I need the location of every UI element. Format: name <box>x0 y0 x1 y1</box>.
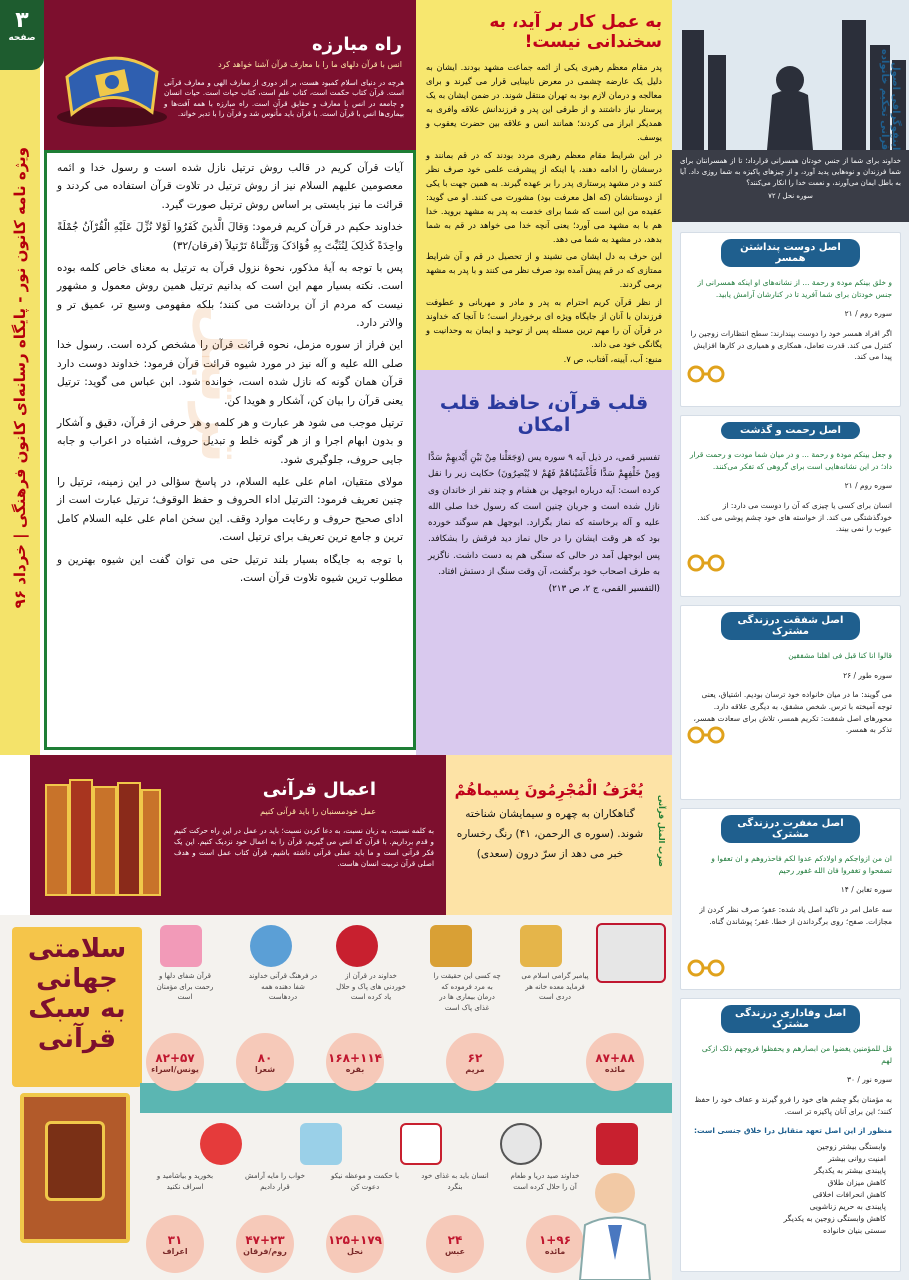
proverb-text: گناهکاران به چهره و سیمایشان شناخته شوند. (سوره ی الرحمن، ۴۱) رنگ رخساره خبر می دهد از سرّ درون (سعدی) <box>456 808 644 860</box>
stat-top-3-num: ۱۶۸+۱۱۴ <box>328 1050 382 1065</box>
doctor-icon <box>250 925 292 967</box>
mobareze-subtitle: انس با قرآن دلهای ما را با معارف قرآن آشنا خواهد کرد <box>218 60 402 69</box>
principle-5-points: به مؤمنان بگو چشم های خود را فرو گیرند و عفاف خود را حفظ کنند؛ این برای آنان پاکیزه تر است. <box>694 1094 892 1116</box>
amaal-title: اعمال قرآنی <box>262 779 376 800</box>
mobareze-box <box>44 0 416 150</box>
caption-top-3: خداوند در قرآن از خوردنی های پاک و حلال یاد کرده است <box>336 972 406 1001</box>
quran-book-illustration <box>52 22 172 132</box>
stat-top-3 <box>326 1033 384 1091</box>
principle-1-verse: و خلق بینکم مودة و رحمة ... از نشانه‌های او اینکه همسرانی از جنس خودتان برای شما آفرید تا در کنارشان آرامش یابید. <box>697 278 892 299</box>
tartil-paragraph-6: مولای متقیان، امام علی علیه السلام، در پاسخ سؤالی در این زمینه، ترتیل را چنین تعریف فرمود: الترتیل اداء الحروف و حفظ الوقوف؛ ترتیل عبارت است از ادای صحیح حروف و رعایت موارد وقف. این سخن امام علی علیه السلام کامل ترین و جامع ترین تعریف برای ترتیل است. <box>57 476 403 544</box>
health-title <box>12 927 142 1087</box>
stat-bottom-5-num: ۳۱ <box>167 1232 183 1247</box>
stat-top-2-label: مریم <box>465 1064 485 1074</box>
family-heading: اینفوگرافی اصول قرآنی تحکیم خانواده <box>879 48 901 150</box>
stat-top-3-label: بقره <box>345 1064 365 1074</box>
tartil-paragraph-3: پس با توجه به آیهٔ مذکور، نحوهٔ نزول قرآن به ترتیل به معنای خاص کلمه بوده است. نکته بسیار مهم این است که بدانیم ترتیل همین روش معمول و مشهور نیست که مردم از آن برداشت می کنند؛ بلکه مفهومی وسیع تر، عمیق تر و والاتر دارد. <box>57 261 403 329</box>
qalb-article <box>416 370 672 755</box>
list-item: کاهش انحرافات اخلاقی <box>812 1189 886 1199</box>
principle-4-verse: ان من ازواجکم و اولادکم عدوا لکم فاحذروهم و ان تعفوا و تصفحوا و تغفروا فان الله غفور رحیم <box>711 854 892 875</box>
caption-top-4: در فرهنگ قرآنی خداوند شفا دهنده همه دردهاست <box>248 972 318 1001</box>
list-item: کاهش میزان طلاق <box>827 1177 886 1187</box>
heart-rate-icon <box>200 1123 242 1165</box>
stat-bottom-5-label: اعراف <box>162 1246 188 1256</box>
health-title-text: سلامتی جهانی به سبک قرآنی <box>27 934 127 1054</box>
qalb-source: (التفسیر القمی، ج ۲، ص ۲۱۳) <box>548 584 660 595</box>
principle-3-points: می گویند: ما در میان خانواده خود ترسان بودیم. اشتیاق، یعنی توجه آمیخته با ترس. شخص مشفق، به دیگری علاقه دارد. محورهای اصل شفقت: تکریم همسر، تلاش برای سعادت همسر، تذکر به همسر. <box>693 690 892 735</box>
fidelity-list-title: منظور از این اصل تعهد متقابل درا خلاق جنسی است: <box>694 1126 892 1136</box>
qalb-text: تفسیر قمی، در ذیل آیه ۹ سوره یس (وَجَعَلْنا مِنْ بَیْنِ أَیْدیهِمْ سَدًّا وَمِنْ خَلْفِهِمْ سَدًّا فَأَغْشَیْناهُمْ فَهُمْ لا یُبْصِرُونَ) حکایت زیر را نقل کرده است: آیه درباره ابوجهل بن هشام و چند نفر از خاندان وی نازل شده است و جریان چنین است که رسول خدا صلی الله علیه و آله برخاسته که نماز بگزارد. ابوجهل هم سوگند خورده بود که هر وقت ایشان را در حال نماز دید فرقش را بشکافد. پس ابوجهل آمد در حالی که سنگی هم به دست داشت. ناگزیر به طرف اصحاب خود برگشت، آن وقت سنگ از دستش افتاد. <box>428 453 660 577</box>
stat-top-5-num: ۸۲+۵۷ <box>155 1050 195 1065</box>
principle-1-title: اصل دوست پنداشتن همسر <box>721 239 860 267</box>
principle-card-1 <box>680 232 901 407</box>
tartil-paragraph-1: آیات قرآن کریم در قالب روش ترتیل نازل شده است و رسول خدا و ائمه معصومین علیهم السلام نیز از روش ترتیل در تلاوت قرآن استفاده می کردند و قرائت ما نیز بایستی بر اساس روش ترتیل صورت گیرد. <box>57 162 403 211</box>
mobareze-text: هرچه در دنیای اسلام کمبود هست، بر اثر دوری از معارف الهی و معارف قرآنی است. قرآن کتاب حکمت است، کتاب علم است، کتاب حیات است. حیات انسان و جامعه در انس با معارف و حقایق قرآن است. راه مبارزه با همه آفت‌ها و بیماری‌ها انس با قرآن است. با قرآن باید مأنوس شد و قرآن را با تدبر خواند. <box>164 78 404 119</box>
first-aid-kit-icon <box>596 1123 638 1165</box>
amaal-subtitle: عمل خودمسنبان را باید قرآنی کنیم <box>260 807 376 816</box>
amal-source: منبع: آب، آیینه، آفتاب، ص ۷. <box>563 353 662 364</box>
qalb-title: قلب قرآن، حافظ قلب امکان <box>439 392 649 436</box>
principle-4-points: سه عامل امر در تاکید اصل یاد شده: عفو؛ صرف نظر کردن از مجازات. صفح؛ روی برگرداندن از خطا. غفر؛ پوشاندن گناه. <box>699 904 892 926</box>
family-intro-ref: سوره نحل / ۷۲ <box>768 191 813 200</box>
fidelity-list <box>681 1141 900 1237</box>
principle-5-title: اصل وفاداری درزندگی مشترک <box>721 1005 860 1033</box>
honey-jar-icon <box>430 925 472 967</box>
stat-top-4-num: ۸۰ <box>257 1050 273 1065</box>
stat-bottom-4-label: روم/فرقان <box>243 1246 287 1256</box>
proverb-tag: ضرب المثل قرآنی <box>657 795 666 867</box>
list-item: کاهش وابستگی زوجین به یکدیگر <box>783 1213 886 1223</box>
stat-top-5 <box>146 1033 204 1091</box>
principle-3-ref: سوره طور / ۲۶ <box>843 670 892 680</box>
principle-1-points: اگر افراد همسر خود را دوست بپندارند: سطح انتظارات زوجین را کنترل می کند. قدرت تعامل، همکاری و همیاری در کارها افزایش پیدا می کند. <box>690 328 892 362</box>
stat-top-1-label: مائده <box>604 1064 626 1074</box>
stat-top-5-label: یونس/اسراء <box>151 1064 199 1074</box>
principle-1-ref: سوره روم / ۲۱ <box>844 309 892 319</box>
proverb-box <box>446 755 672 915</box>
tartil-article <box>44 150 416 750</box>
mushaf-illustration <box>20 1093 130 1243</box>
caption-top-2: چه کسی این حقیقت را به مرد فرموده که درمان بیماری ها در غذای پاک است <box>433 972 501 1012</box>
amal-paragraph-2: در این شرایط مقام معظم رهبری مردد بودند که در قم بمانند و درسشان را ادامه دهند، یا اینکه از پیشرفت علمی خود صرف نظر کنند و در مشهد پرستاری پدر را بر عهده گیرند. به همین جهت با یکی از دوستانشان (که اهل معرفت بود) مشورت می کنند. او می گوید: عقیده من این است که شما برای خدمت به پدر به مشهد بروید. خدا هم با به مشهد می آورد؛ یعنی آنچه خدا می خواهد در قم به شما بدهد، در مشهد به شما می دهد. <box>426 149 662 245</box>
food-basket-icon <box>520 925 562 967</box>
principle-2-ref: سوره روم / ۲۱ <box>844 481 892 491</box>
stat-bottom-4 <box>236 1215 294 1273</box>
principle-card-4 <box>680 808 901 990</box>
books-illustration <box>36 765 166 905</box>
page-number-badge <box>0 0 44 70</box>
principle-5-ref: سوره نور / ۳۰ <box>846 1075 892 1085</box>
principle-5-verse: قل للمؤمنین یغضوا من ابصارهم و یحفظوا فروجهم ذلک ازکی لهم <box>701 1044 892 1065</box>
list-item: امنیت روانی بیشتر <box>828 1153 886 1163</box>
caption-bottom-4: خواب را مایه آرامش قرار دادیم <box>244 1172 305 1191</box>
medicine-bottle-icon <box>160 925 202 967</box>
health-band <box>140 1083 672 1113</box>
amal-paragraph-3: این حرف به دل ایشان می نشیند و از تحصیل در قم و آن شرایط ممتازی که در قم پیش آمده بود صرف نظر می کنند و با پدر به مشهد برمی گردند. <box>426 251 662 290</box>
tartil-watermark: ترتیل <box>187 303 257 464</box>
glasses-icon <box>687 726 725 744</box>
family-header <box>672 0 909 150</box>
principle-3-verse: قالوا انا کنا قبل فی اهلنا مشفقین <box>788 651 892 660</box>
stat-bottom-2-num: ۲۴ <box>447 1232 463 1247</box>
amaal-box <box>30 755 446 915</box>
stat-bottom-4-num: ۴۷+۲۳ <box>245 1232 285 1247</box>
syringe-icon <box>300 1123 342 1165</box>
list-item: پایبندی به حریم زناشویی <box>809 1201 886 1211</box>
principle-card-2 <box>680 415 901 597</box>
principle-2-verse: و جعل بینکم مودة و رحمة ... و در میان شما مودت و رحمت قرار داد؛ در این نشانه‌هایی است برای گروهی که تفکر می‌کنند. <box>689 450 892 471</box>
glasses-icon <box>687 365 725 383</box>
stat-top-4-label: شعرا <box>254 1064 276 1074</box>
tartil-paragraph-7: با توجه به جایگاه بسیار بلند ترتیل حتی می توان گفت این شیوه بهترین و مطلوب ترین شیوه تلاوت قرآن است. <box>57 553 403 584</box>
principle-card-5 <box>680 998 901 1272</box>
principle-4-ref: سوره تغابن / ۱۴ <box>840 885 892 895</box>
stat-bottom-3-num: ۱۲۵+۱۷۹ <box>328 1232 382 1247</box>
mobareze-title: راه مبارزه <box>311 34 402 55</box>
stat-top-2-num: ۶۲ <box>467 1050 483 1065</box>
list-item: سستی بنیان خانواده <box>823 1225 886 1235</box>
list-item: وابستگی بیشتر زوجین <box>816 1141 886 1151</box>
caption-top-1: پیامبر گرامی اسلام می فرماید معده خانه هر دردی است <box>521 972 589 1001</box>
stat-bottom-3-label: نحل <box>347 1246 363 1256</box>
stat-bottom-2 <box>426 1215 484 1273</box>
family-infographic <box>672 0 909 1280</box>
page-label: صفحه <box>8 33 36 43</box>
tartil-paragraph-5: ترتیل موجب می شود هر عبارت و هر کلمه و هر حرفی از قرآن، دقیق و آشکار و بدون ابهام اجرا و از هر گونه خلط و تبدیل حروف، اشتباه در اعراب و جابه جایی حروف، جلوگیری شود. <box>57 416 403 466</box>
stat-bottom-1-label: مائده <box>544 1246 566 1256</box>
left-strip-text: ویژه نامه کانون نور - پایگاه رسانه‌ای کانون فرهنگی | خرداد ۹۶ <box>11 146 29 609</box>
glasses-icon <box>687 554 725 572</box>
stat-top-2 <box>446 1033 504 1091</box>
principle-3-title: اصل شفقت درزندگی مشترک <box>721 612 860 640</box>
stat-bottom-5 <box>146 1215 204 1273</box>
caption-bottom-5: بخورید و بیاشامید و اسراف نکنید <box>156 1172 214 1191</box>
principle-2-title: اصل رحمت و گذشت <box>721 422 860 439</box>
stat-top-4 <box>236 1033 294 1091</box>
family-intro-box <box>672 150 909 222</box>
principle-card-3 <box>680 605 901 800</box>
principle-4-title: اصل مغفرت درزندگی مشترک <box>721 815 860 843</box>
meal-plate-icon <box>336 925 378 967</box>
stat-top-1-num: ۸۷+۸۸ <box>595 1050 635 1065</box>
left-vertical-strip <box>0 0 40 755</box>
caption-bottom-3: با حکمت و موعظه نیکو دعوت کن <box>330 1172 400 1191</box>
amal-article <box>416 0 672 370</box>
family-intro: خداوند برای شما از جنس خودتان همسرانی قرارداد؛ تا از همسرانتان برای شما فرزندان و نوه‌هایی پدید آورد، و از چیزهای پاکیزه به شما روزی داد. آیا به باطل ایمان می‌آورند، و نعمت خدا را انکار می‌کنند؟ <box>680 157 901 188</box>
tartil-paragraph-4: این فراز از سوره مزمل، نحوه قرائت قرآن را مشخص کرده است. رسول خدا صلی الله علیه و آله نیز در مورد شیوه قرائت قرآن فرمود: خداوند دوست دارد قرآن همان گونه که نازل شده است، خوانده شود. ابن عباس می گوید: ترتیل یعنی قرآن را بیان کن، آشکار و هویدا کن. <box>57 339 403 407</box>
alarm-clock-icon <box>500 1123 542 1165</box>
health-infographic <box>0 915 672 1280</box>
stat-bottom-1-num: ۱+۹۶ <box>538 1232 572 1247</box>
stat-top-1 <box>586 1033 644 1091</box>
medical-chart-icon <box>400 1123 442 1165</box>
amaal-text: به کلمه نسبت، به زبان نسبت، به دعا کردن نسبت؛ باید در عمل در این راه حرکت کنیم و قدم برداریم. با قرآن که انس می گیریم، قرآن را به اعمال خود نزدیک کنیم. این یک فکر قرآنی است و ما باید عملی قرآنی داشته باشیم. قرآن کتاب عمل است و هدف اصلی قرآن تربیت انسان هاست. <box>174 826 434 869</box>
list-item: پایبندی بیشتر به یکدیگر <box>813 1165 886 1175</box>
stat-bottom-3 <box>326 1215 384 1273</box>
stat-bottom-2-label: عبس <box>444 1246 466 1256</box>
caption-top-5: قرآن شفای دلها و رحمت برای مؤمنان است <box>156 972 214 1001</box>
doctor-figure-icon <box>570 1165 660 1280</box>
tartil-paragraph-2: خداوند حکیم در قرآن کریم فرمود: وَقالَ الَّذینَ کَفَرُوا لَوْلا نُزِّلَ عَلَیْهِ الْقُرْآنُ جُمْلَةً واحِدَةً کَذلِکَ لِنُثَبِّتَ بِهِ فُؤادَکَ وَرَتَّلْناهُ تَرْتیلاً (فرقان/۳۲) <box>57 221 403 252</box>
amal-title: به عمل کار بر آید، به سخندانی نیست! <box>489 12 662 52</box>
glasses-icon <box>687 959 725 977</box>
caption-bottom-2: انسان باید به غذای خود بنگرد <box>421 1172 489 1191</box>
amal-paragraph-4: از نظر قرآن کریم احترام به پدر و مادر و مهربانی و عطوفت فرزندان با آنان از جایگاه ویژه ای برخوردار است؛ تا آنجا که خداوند در قرآن آن را مهم ترین مسئله پس از توحید و ایمان به وحدانیت و یگانگی خود می داند. <box>426 296 662 349</box>
amal-paragraph-1: پدر مقام معظم رهبری یکی از ائمه جماعت مشهد بودند. ایشان به دلیل یک عارضه چشمی در معرض نابینایی قرار می گیرند و برای معالجه و درمان لازم بود به تهران منتقل شوند. در ضمن ایشان به یک پرستار نیاز داشتند و از طرفی این پدر و فرزندانش علاقه وافری به همدیگر ابراز می کردند؛ همانند انس و علاقه بین حضرت یعقوب و یوسف. <box>426 62 662 143</box>
ambulance-icon <box>596 923 666 983</box>
caption-bottom-1: خداوند صید دریا و طعام آن را حلال کرده است <box>510 1172 580 1191</box>
proverb-title: یُعْرَفُ الْمُجْرِمُونَ بِسیماهُمْ <box>454 781 644 799</box>
page-number: ۳ <box>15 8 29 33</box>
principle-2-points: انسان برای کسی یا چیزی که آن را دوست می دارد: از خودگذشتگی می کند. از خواسته های خود چشم پوشی می کند. عیوب را نمی بیند. <box>697 500 892 534</box>
